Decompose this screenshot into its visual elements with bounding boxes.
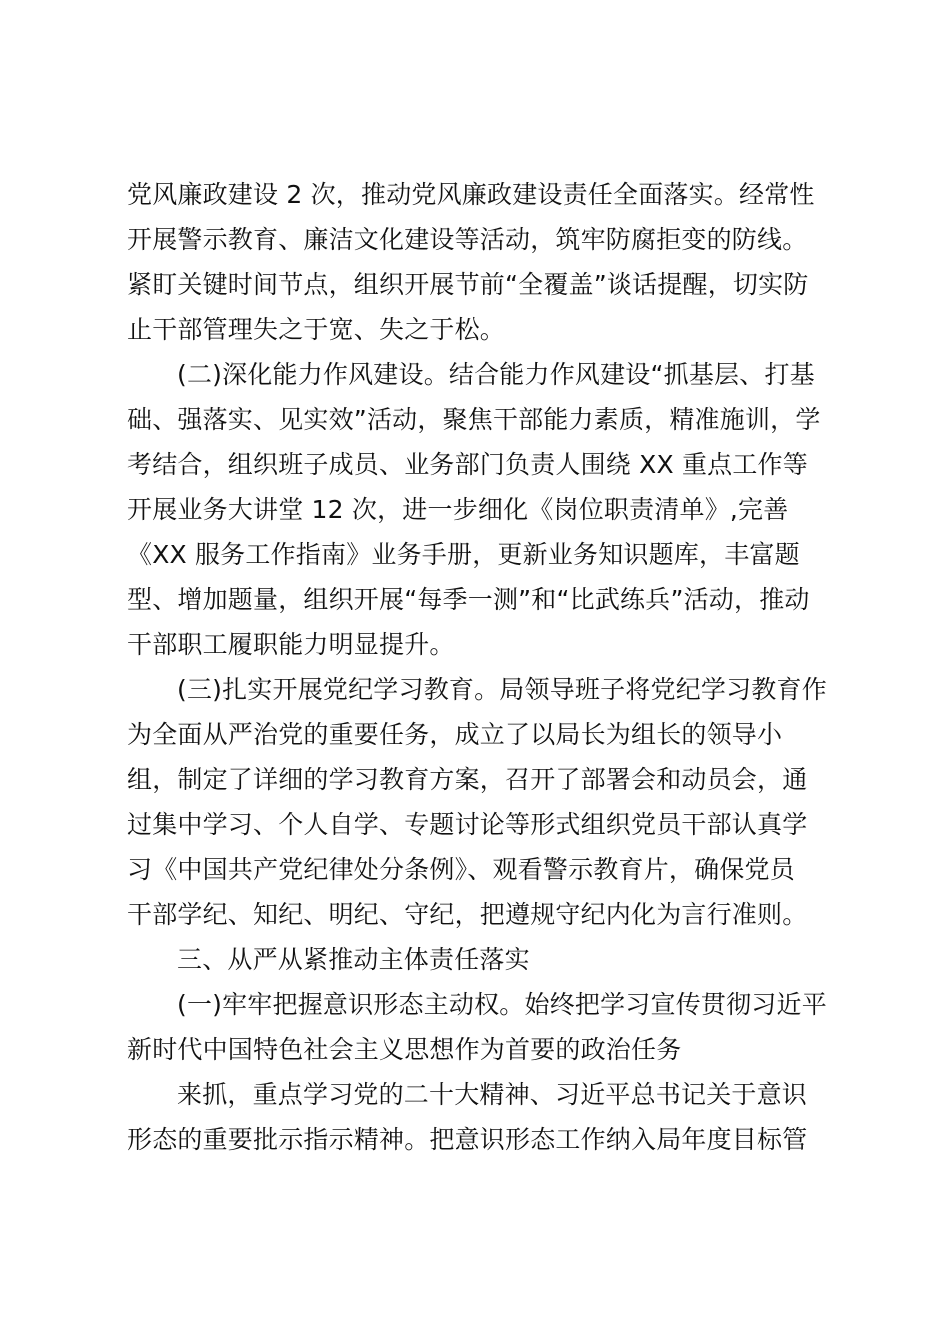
text-line-1: 党风廉政建设 2 次，推动党风廉政建设责任全面落实。经常性	[127, 180, 815, 209]
text-line-15: 过集中学习、个人自学、专题讨论等形式组织党员干部认真学	[127, 810, 808, 839]
text-line-20: 新时代中国特色社会主义思想作为首要的政治任务	[127, 1035, 682, 1064]
text-line-7: 考结合，组织班子成员、业务部门负责人围绕 XX 重点工作等	[127, 450, 808, 479]
text-line-2: 开展警示教育、廉洁文化建设等活动，筑牢防腐拒变的防线。	[127, 225, 808, 254]
text-line-11: 干部职工履职能力明显提升。	[127, 630, 455, 659]
text-line-4: 止干部管理失之于宽、失之于松。	[127, 315, 506, 344]
text-line-13: 为全面从严治党的重要任务，成立了以局长为组长的领导小	[127, 720, 783, 749]
paragraph-2-heading-line: (二)深化能力作风建设。结合能力作风建设“抓基层、打基	[177, 360, 815, 389]
text-line-6: 础、强落实、见实效”活动，聚焦干部能力素质，精准施训，学	[127, 405, 821, 434]
text-line-10: 型、增加题量，组织开展“每季一测”和“比武练兵”活动，推动	[127, 585, 810, 614]
section-heading: 三、从严从紧推动主体责任落实	[177, 945, 530, 974]
text-line-16: 习《中国共产党纪律处分条例》、观看警示教育片，确保党员	[127, 855, 795, 884]
text-line-14: 组，制定了详细的学习教育方案，召开了部署会和动员会，通	[127, 765, 808, 794]
paragraph-3-heading-line: (三)扎实开展党纪学习教育。局领导班子将党纪学习教育作	[177, 675, 827, 704]
text-line-3: 紧盯关键时间节点，组织开展节前“全覆盖”谈话提醒，切实防	[127, 270, 809, 299]
text-line-9: 《XX 服务工作指南》业务手册，更新业务知识题库，丰富题	[127, 540, 800, 569]
text-line-8: 开展业务大讲堂 12 次，进一步细化《岗位职责清单》,完善	[127, 495, 789, 524]
text-line-21: 来抓，重点学习党的二十大精神、习近平总书记关于意识	[177, 1080, 808, 1109]
text-line-22: 形态的重要批示指示精神。把意识形态工作纳入局年度目标管	[127, 1125, 808, 1154]
text-line-17: 干部学纪、知纪、明纪、守纪，把遵规守纪内化为言行准则。	[127, 900, 808, 929]
paragraph-4-heading-line: (一)牢牢把握意识形态主动权。始终把学习宣传贯彻习近平	[177, 990, 827, 1019]
